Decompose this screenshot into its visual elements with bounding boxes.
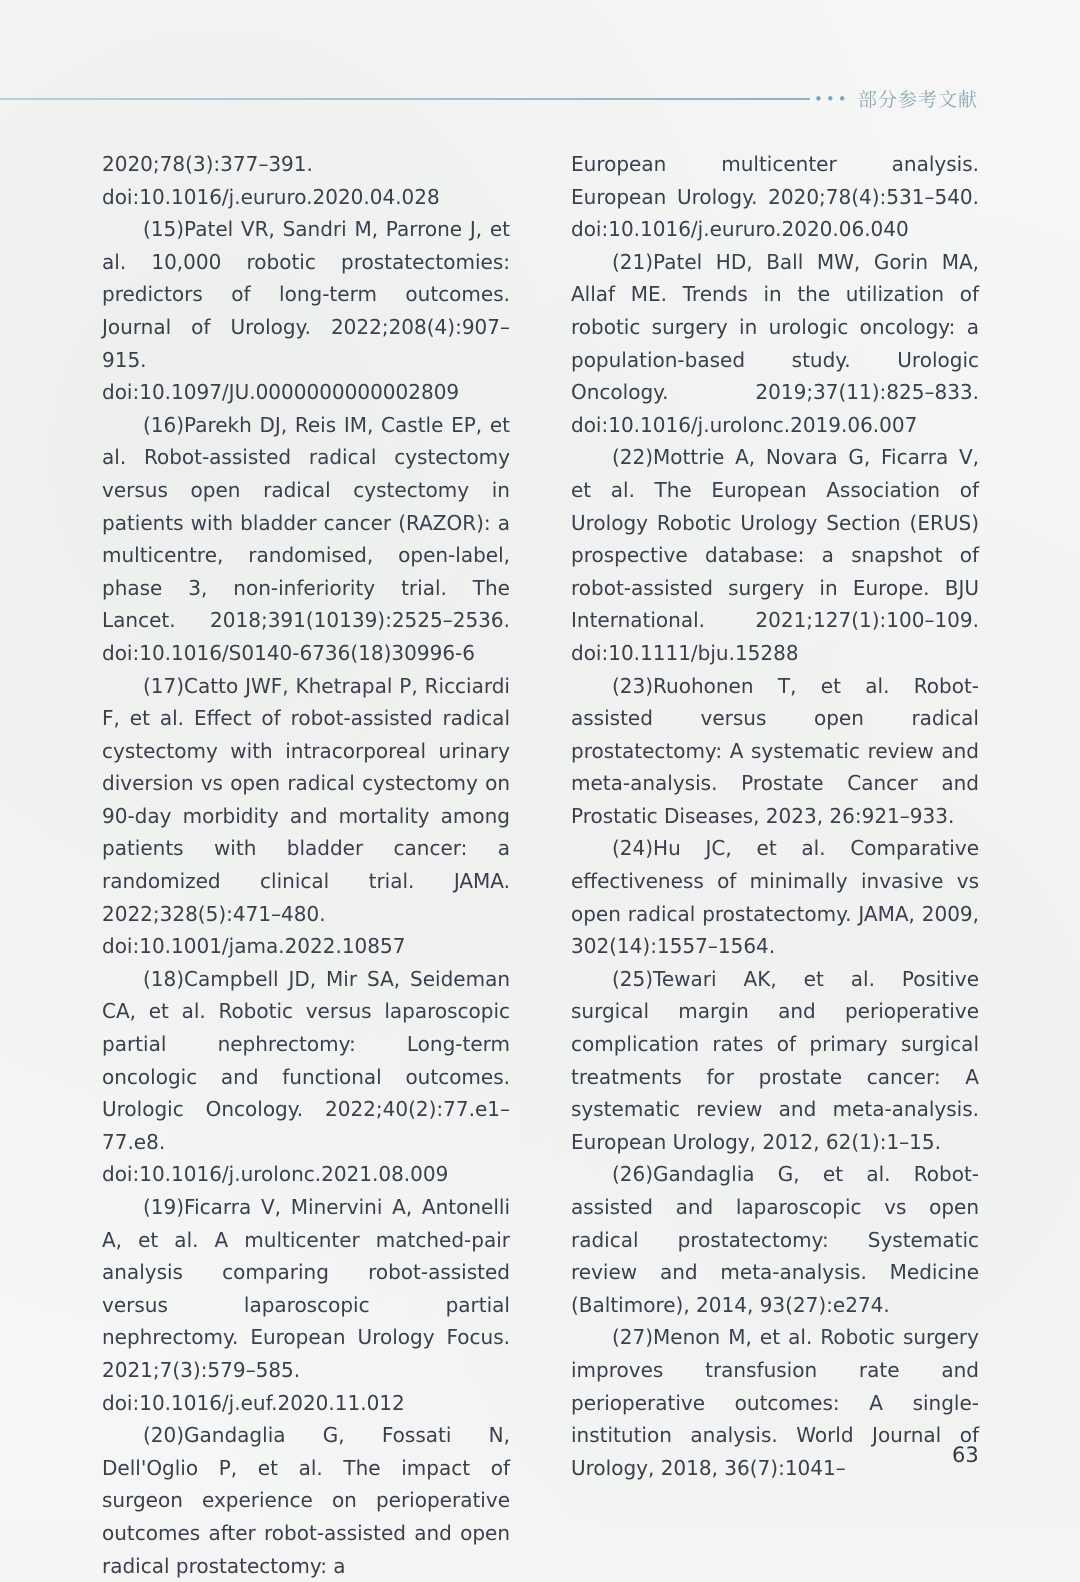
reference-item: 2020;78(3):377–391. doi:10.1016/j.eururo.2020.04.028 (102, 152, 440, 209)
reference-item: (23)Ruohonen T, et al. Robot-assisted versus open radical prostatectomy: A systematic review and meta-analysis. Prostate Cancer and Prostatic Diseases, 2023, 26:921–933. (571, 673, 979, 828)
reference-item: (17)Catto JWF, Khetrapal P, Ricciardi F, et al. Effect of robot-assisted radical cystectomy with intracorporeal urinary diversion vs open radical cystectomy on 90-day morbidity and mortality among patients with bladder cancer: a randomized clinical trial. JAMA. 2022;328(5):471–480. doi:10.1001/jama.2022.10857 (102, 673, 510, 959)
reference-item: (15)Patel VR, Sandri M, Parrone J, et al. 10,000 robotic prostatectomies: predictors of long-term outcomes. Journal of Urology. 2022;208(4):907–915. doi:10.1097/JU.0000000000002809 (102, 217, 510, 405)
reference-item: (20)Gandaglia G, Fossati N, Dell'Oglio P, et al. The impact of surgeon experience on perioperative outcomes after robot-assisted and open radical prostatectomy: a (102, 1423, 510, 1578)
reference-item: (26)Gandaglia G, et al. Robot-assisted and laparoscopic vs open radical prostatectomy: Systematic review and meta-analysis. Medicine (Baltimore), 2014, 93(27):e274. (571, 1162, 979, 1317)
reference-item: (18)Campbell JD, Mir SA, Seideman CA, et al. Robotic versus laparoscopic partial nephrectomy: Long-term oncologic and functional outcomes. Urologic Oncology. 2022;40(2):77.e1–77.e8. doi:10.1016/j.urolonc.2021.08.009 (102, 966, 510, 1187)
header-dots: ••• (814, 90, 850, 108)
reference-item: (16)Parekh DJ, Reis IM, Castle EP, et al. Robot-assisted radical cystectomy versus open radical cystectomy in patients with bladder cancer (RAZOR): a multicentre, randomised, open-label, phase 3, non-inferiority trial. The Lancet. 2018;391(10139):2525–2536. doi:10.1016/S0140-6736(18)30996-6 (102, 412, 510, 665)
page-number: 63 (952, 1443, 979, 1467)
reference-item: European multicenter analysis. European Urology. 2020;78(4):531–540. doi:10.1016/j.eururo.2020.06.040 (571, 152, 979, 242)
reference-item: (24)Hu JC, et al. Comparative effectiveness of minimally invasive vs open radical prostatectomy. JAMA, 2009, 302(14):1557–1564. (571, 836, 979, 959)
reference-item: (21)Patel HD, Ball MW, Gorin MA, Allaf ME. Trends in the utilization of robotic surgery in urologic oncology: a population-based study. Urologic Oncology. 2019;37(11):825–833. doi:10.1016/j.urolonc.2019.06.007 (571, 249, 979, 437)
right-reference-column (571, 148, 979, 1484)
reference-item: (19)Ficarra V, Minervini A, Antonelli A, et al. A multicenter matched-pair analysis comparing robot-assisted versus laparoscopic partial nephrectomy. European Urology Focus. 2021;7(3):579–585. doi:10.1016/j.euf.2020.11.012 (102, 1195, 510, 1415)
reference-item: (25)Tewari AK, et al. Positive surgical margin and perioperative complication rates of primary surgical treatments for prostate cancer: A systematic review and meta-analysis. European Urology, 2012, 62(1):1–15. (571, 966, 979, 1154)
reference-item: (27)Menon M, et al. Robotic surgery improves transfusion rate and perioperative outcomes: A single-institution analysis. World Journal of Urology, 2018, 36(7):1041– (571, 1325, 979, 1480)
header-rule (0, 98, 810, 100)
section-title: 部分参考文献 (858, 89, 979, 111)
left-reference-column (102, 148, 510, 1582)
reference-item: (22)Mottrie A, Novara G, Ficarra V, et al. The European Association of Urology Robotic Urology Section (ERUS) prospective database: a snapshot of robot-assisted surgery in Europe. BJU International. 2021;127(1):100–109. doi:10.1111/bju.15288 (571, 445, 979, 665)
